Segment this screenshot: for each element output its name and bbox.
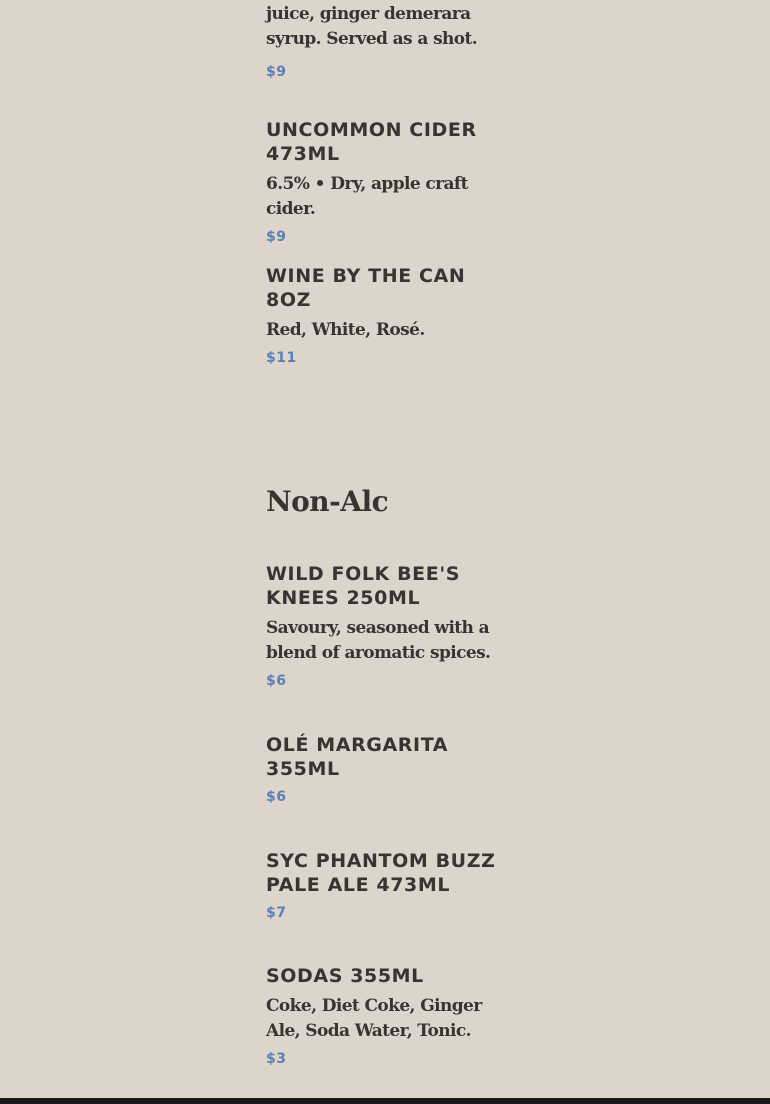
item-description: Coke, Diet Coke, Ginger Ale, Soda Water, Tonic.: [266, 996, 482, 1041]
item-description: Red, White, Rosé.: [266, 320, 425, 340]
menu-item: [266, 264, 516, 367]
section-title-non-alc: Non-Alc: [266, 485, 389, 518]
item-price: $9: [266, 229, 287, 245]
item-name: WILD FOLK BEE'S KNEES 250ML: [266, 563, 461, 609]
item-name: UNCOMMON CIDER 473ML: [266, 119, 477, 165]
menu-item: [266, 733, 516, 806]
menu-item-partial: [266, 2, 516, 81]
item-description: juice, ginger demerara syrup. Served as a shot.: [266, 4, 478, 49]
item-name: SODAS 355ML: [266, 965, 424, 987]
item-price: $7: [266, 905, 287, 921]
menu-item: [266, 849, 516, 922]
item-name: SYC PHANTOM BUZZ PALE ALE 473ML: [266, 850, 496, 896]
item-price: $6: [266, 673, 287, 689]
menu-item: [266, 964, 516, 1068]
item-name: OLÉ MARGARITA 355ML: [266, 734, 449, 780]
item-description: 6.5% • Dry, apple craft cider.: [266, 174, 468, 219]
bottom-divider: [0, 1098, 770, 1104]
item-price: $3: [266, 1051, 287, 1067]
item-description: Savoury, seasoned with a blend of aromatic spices.: [266, 618, 491, 663]
menu-item: [266, 118, 516, 246]
menu-item: [266, 562, 516, 690]
item-name: WINE BY THE CAN 8OZ: [266, 265, 466, 311]
item-price: $9: [266, 64, 287, 80]
item-price: $11: [266, 350, 297, 366]
item-price: $6: [266, 789, 287, 805]
